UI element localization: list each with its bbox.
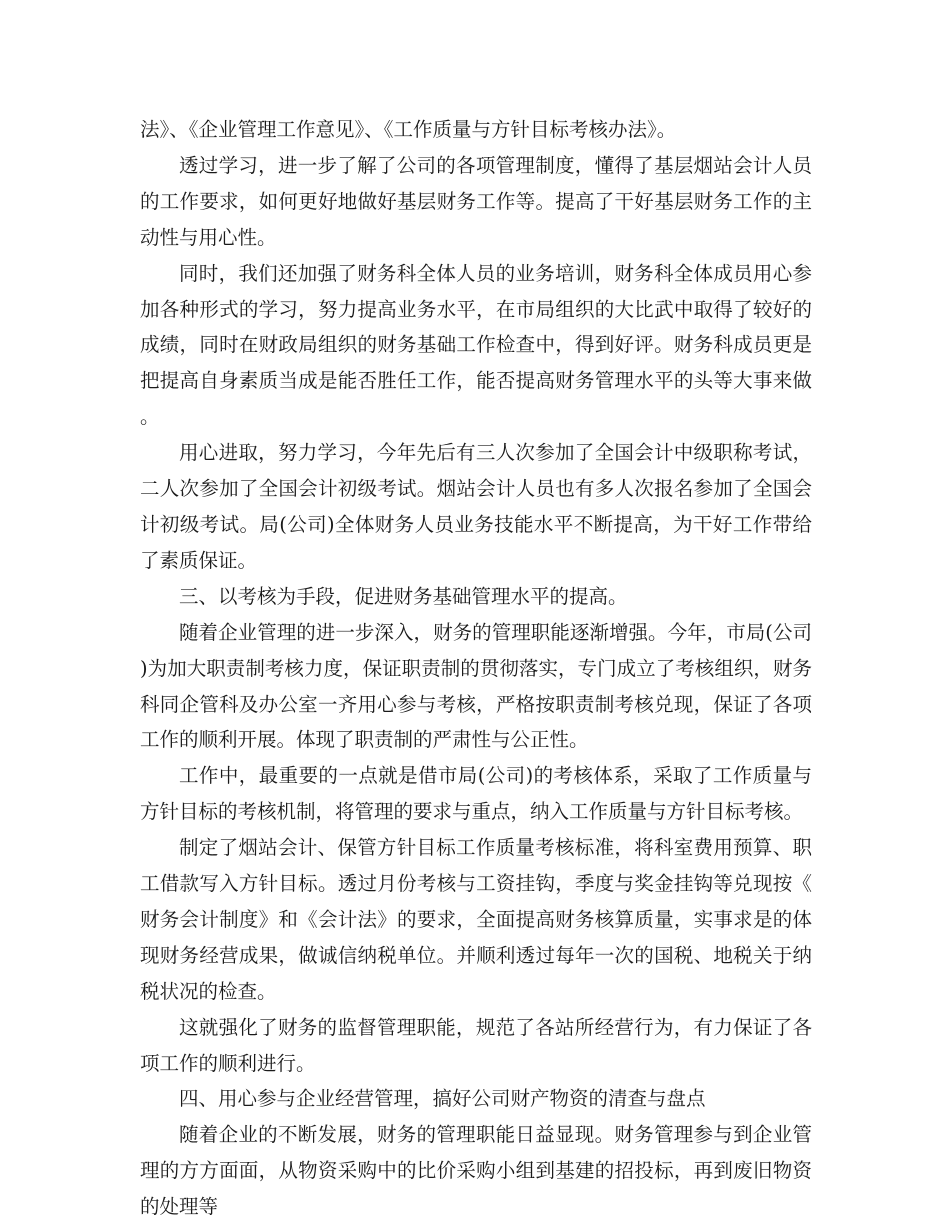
- paragraph-5: 随着企业管理的进一步深入，财务的管理职能逐渐增强。今年，市局(公司)为加大职责制考核力度，保证职责制的贯彻落实，专门成立了考核组织，财务科同企管科及办公室一齐用心参与考核，严格按职责制考核兑现，保证了各项工作的顺利开展。体现了职责制的严肃性与公正性。: [140, 620, 812, 752]
- paragraph-4: 用心进取，努力学习，今年先后有三人次参加了全国会计中级职称考试，二人次参加了全国会计初级考试。烟站会计人员也有多人次报名参加了全国会计初级考试。局(公司)全体财务人员业务技能水平不断提高，为干好工作带给了素质保证。: [140, 441, 812, 572]
- paragraph-3: 同时，我们还加强了财务科全体人员的业务培训，财务科全体成员用心参加各种形式的学习，努力提高业务水平，在市局组织的大比武中取得了较好的成绩，同时在财政局组织的财务基础工作检查中，得到好评。财务科成员更是把提高自身素质当成是能否胜任工作，能否提高财务管理水平的头等大事来做。: [140, 261, 812, 429]
- section-heading-3: 三、以考核为手段，促进财务基础管理水平的提高。: [179, 584, 628, 608]
- section-heading-4: 四、用心参与企业经营管理，搞好公司财产物资的清查与盘点: [179, 1087, 706, 1111]
- paragraph-6: 工作中，最重要的一点就是借市局(公司)的考核体系，采取了工作质量与方针目标的考核机制，将管理的要求与重点，纳入工作质量与方针目标考核。: [140, 764, 812, 824]
- paragraph-9: 随着企业的不断发展，财务的管理职能日益显现。财务管理参与到企业管理的方方面面，从物资采购中的比价采购小组到基建的招投标，再到废旧物资的处理等: [140, 1123, 812, 1219]
- paragraph-7: 制定了烟站会计、保管方针目标工作质量考核标准，将科室费用预算、职工借款写入方针目标。透过月份考核与工资挂钩，季度与奖金挂钩等兑现按《财务会计制度》和《会计法》的要求，全面提高财务核算质量，实事求是的体现财务经营成果，做诚信纳税单位。并顺利透过每年一次的国税、地税关于纳税状况的检查。: [140, 836, 812, 1003]
- paragraph-2: 透过学习，进一步了解了公司的各项管理制度，懂得了基层烟站会计人员的工作要求，如何更好地做好基层财务工作等。提高了干好基层财务工作的主动性与用心性。: [140, 153, 812, 249]
- paragraph-8: 这就强化了财务的监督管理职能，规范了各站所经营行为，有力保证了各项工作的顺利进行。: [140, 1015, 812, 1075]
- document-body: [140, 112, 812, 1225]
- paragraph-1: 法》、《企业管理工作意见》、《工作质量与方针目标考核办法》。: [140, 118, 677, 141]
